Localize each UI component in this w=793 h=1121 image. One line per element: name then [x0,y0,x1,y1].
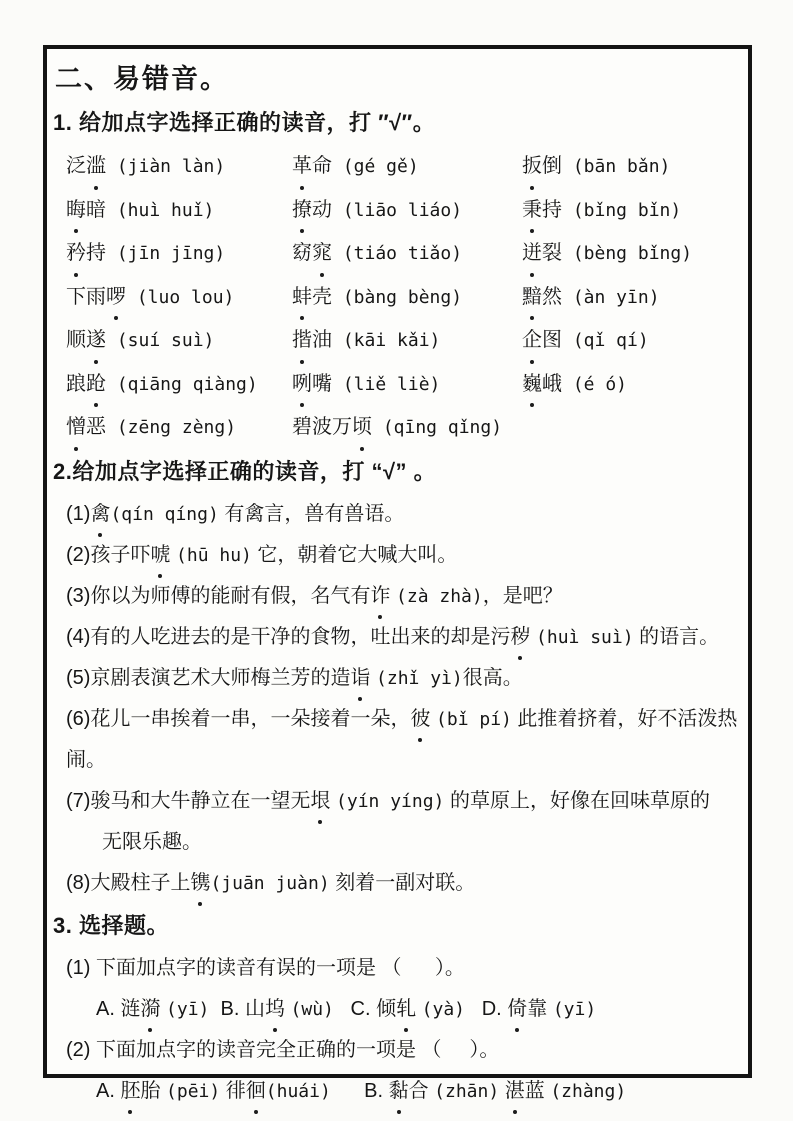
word-item [522,232,742,276]
pinyin-choices: (huì suì) [536,626,634,648]
page-title: 二、易错音。 [55,64,229,94]
dotted-char: 秽 [510,617,530,658]
pinyin-choices: (qín qíng) [110,503,219,525]
pinyin-choices: (zhǐ yì) [376,667,463,689]
word-text: 揩油 [292,329,332,351]
dotted-char: 垠 [310,781,330,822]
word-text: 秉持 [522,199,562,221]
dotted-char: 遂 [86,319,106,362]
word-item [292,189,522,233]
section2-lines [52,494,742,904]
dotted-char: 啰 [106,276,126,319]
word-text: 憎恶 [66,416,106,438]
word-item [522,276,742,320]
dotted-char: 镌 [190,863,210,904]
pinyin-choices: (pēi) [166,1080,221,1102]
dotted-char: 胚 [120,1071,140,1112]
word-item [66,189,292,233]
pinyin-choices: (hū hu) [176,544,252,566]
word-text: 泛滥 [66,155,106,177]
pinyin-choices: (bǐng bǐn) [562,199,682,221]
dotted-char: 诣 [350,658,370,699]
dotted-char: 革 [292,145,312,188]
pinyin-choices: (zēng zèng) [106,417,237,438]
dotted-char: 咧 [292,363,312,406]
word-item [66,406,292,450]
dotted-char: 企 [522,319,542,362]
sentence-line: (6)花儿一串挨着一串，一朵接着一朵，彼 (bǐ pí) 此推着挤着，好不活泼热闹。 [52,699,742,781]
dotted-char: 顷 [352,406,372,449]
choice-line: A. 涟漪 (yī) B. 山坞 (wù) C. 倾轧 (yà) D. 倚靠 (yī) [52,989,742,1030]
dotted-char: 蚌 [292,276,312,319]
pinyin-choices: (wù) [290,998,334,1020]
dotted-char: 黏 [389,1071,409,1112]
pinyin-choices: (bàng bèng) [332,286,463,308]
dotted-char: 窕 [312,232,332,275]
pinyin-choices: (é ó) [562,373,628,395]
dotted-char: 诈 [370,576,390,617]
section2-heading: 2.给加点字选择正确的读音，打 “√” 。 [53,458,437,484]
pinyin-choices: (zhàng) [550,1080,627,1102]
pinyin-choices: (gé gě) [332,156,419,177]
word-text: 咧嘴 [292,373,332,395]
pinyin-choices: (kāi kǎi) [332,330,441,351]
dotted-char: 撩 [292,189,312,232]
dotted-char: 滥 [86,145,106,188]
pinyin-choices: (yà) [421,998,466,1020]
pinyin-choices: (huái) [265,1080,331,1102]
pinyin-choices: (bān bǎn) [562,156,671,177]
dotted-char: 迸 [522,232,542,275]
pinyin-choices: (qiāng qiàng) [106,373,258,395]
pinyin-choices: (huì huǐ) [106,199,215,221]
word-item [292,406,522,450]
word-item [292,363,522,407]
sentence-line: (5)京剧表演艺术大师梅兰芳的造诣 (zhǐ yì)很高。 [52,658,742,699]
word-text: 踉跄 [66,373,106,395]
pinyin-choices: (zhān) [434,1080,500,1102]
word-item [522,189,742,233]
dotted-char: 矜 [66,232,86,275]
word-text: 窈窕 [292,242,332,264]
sentence-line: (7)骏马和大牛静立在一望无垠 (yín yíng) 的草原上，好像在回味草原的 [52,781,742,822]
word-text: 巍峨 [522,373,562,395]
word-text: 迸裂 [522,242,562,264]
word-item [292,145,522,189]
pinyin-choices: (bèng bǐng) [562,243,693,264]
pinyin-choices: (liě liè) [332,373,441,395]
word-text: 黯然 [522,286,562,308]
section3-heading: 3. 选择题。 [53,912,169,938]
word-item [522,145,742,189]
word-item [292,232,522,276]
pinyin-choices: (liāo liáo) [332,199,463,221]
word-item [292,319,522,363]
pinyin-choices: (luo lou) [126,286,235,308]
word-text: 晦暗 [66,199,106,221]
dotted-char: 巍 [522,363,542,406]
word-item [66,319,292,363]
choice-line: (1) 下面加点字的读音有误的一项是 （ ）。 [66,956,465,979]
pinyin-choices: (àn yīn) [562,286,660,308]
dotted-char: 晦 [66,189,86,232]
word-text: 扳倒 [522,155,562,177]
word-item [66,363,292,407]
sentence-line: (4)有的人吃进去的是干净的食物，吐出来的却是污秽 (huì suì) 的语言。 [52,617,742,658]
dotted-char: 坞 [265,989,285,1030]
pinyin-choices: (jīn jīng) [106,243,226,264]
word-text: 企图 [522,329,562,351]
dotted-char: 彼 [410,699,430,740]
pinyin-choices: (qǐ qí) [562,330,649,351]
word-text: 蚌壳 [292,286,332,308]
dotted-char: 漪 [140,989,160,1030]
dotted-char: 揩 [292,319,312,362]
dotted-char: 跄 [86,363,106,406]
pinyin-choices: (bǐ pí) [436,708,512,730]
dotted-char: 倚 [507,989,527,1030]
word-text: 碧波万顷 [292,416,372,438]
sentence-line: (1)禽(qín qíng) 有禽言，兽有兽语。 [52,494,742,535]
pinyin-choices: (yín yíng) [336,790,445,812]
word-item [292,276,522,320]
pinyin-choices: (zà zhà) [396,585,483,607]
dotted-char: 湛 [505,1071,525,1112]
word-item [66,145,292,189]
sentence-line: (3)你以为师傅的能耐有假，名气有诈 (zà zhà)，是吧？ [52,576,742,617]
word-grid [52,145,742,450]
dotted-char: 禽 [90,494,110,535]
sentence-line: (2)孩子吓唬 (hū hu) 它，朝着它大喊大叫。 [52,535,742,576]
word-item [522,319,742,363]
word-item [66,232,292,276]
word-text: 矜持 [66,242,106,264]
worksheet-frame [43,45,752,1102]
dotted-char: 唬 [150,535,170,576]
dotted-char: 憎 [66,406,86,449]
dotted-char: 轧 [396,989,416,1030]
section3-lines [52,948,742,1112]
pinyin-choices: (suí suì) [106,330,215,351]
word-item [522,363,742,407]
dotted-char: 黯 [522,276,542,319]
choice-line: A. 胚胎 (pēi) 徘徊(huái) B. 黏合 (zhān) 湛蓝 (zhàng) [52,1071,742,1112]
choice-line: (2) 下面加点字的读音完全正确的一项是 （ ）。 [66,1038,500,1061]
sentence-line: 无限乐趣。 [102,830,202,853]
dotted-char: 扳 [522,145,542,188]
pinyin-choices: (tiáo tiǎo) [332,243,463,264]
word-text: 撩动 [292,199,332,221]
pinyin-choices: (qīng qǐng) [372,417,503,438]
dotted-char: 秉 [522,189,542,232]
word-item [66,276,292,320]
sentence-line: (8)大殿柱子上镌(juān juàn) 刻着一副对联。 [52,863,742,904]
dotted-char: 徊 [246,1071,266,1112]
word-text: 顺遂 [66,329,106,351]
word-text: 下雨啰 [66,286,126,308]
pinyin-choices: (jiàn làn) [106,156,226,177]
pinyin-choices: (yī) [552,998,597,1020]
pinyin-choices: (yī) [166,998,210,1020]
section1-heading: 1. 给加点字选择正确的读音，打 ″√″。 [53,110,436,135]
pinyin-choices: (juān juàn) [210,872,330,894]
word-text: 革命 [292,155,332,177]
